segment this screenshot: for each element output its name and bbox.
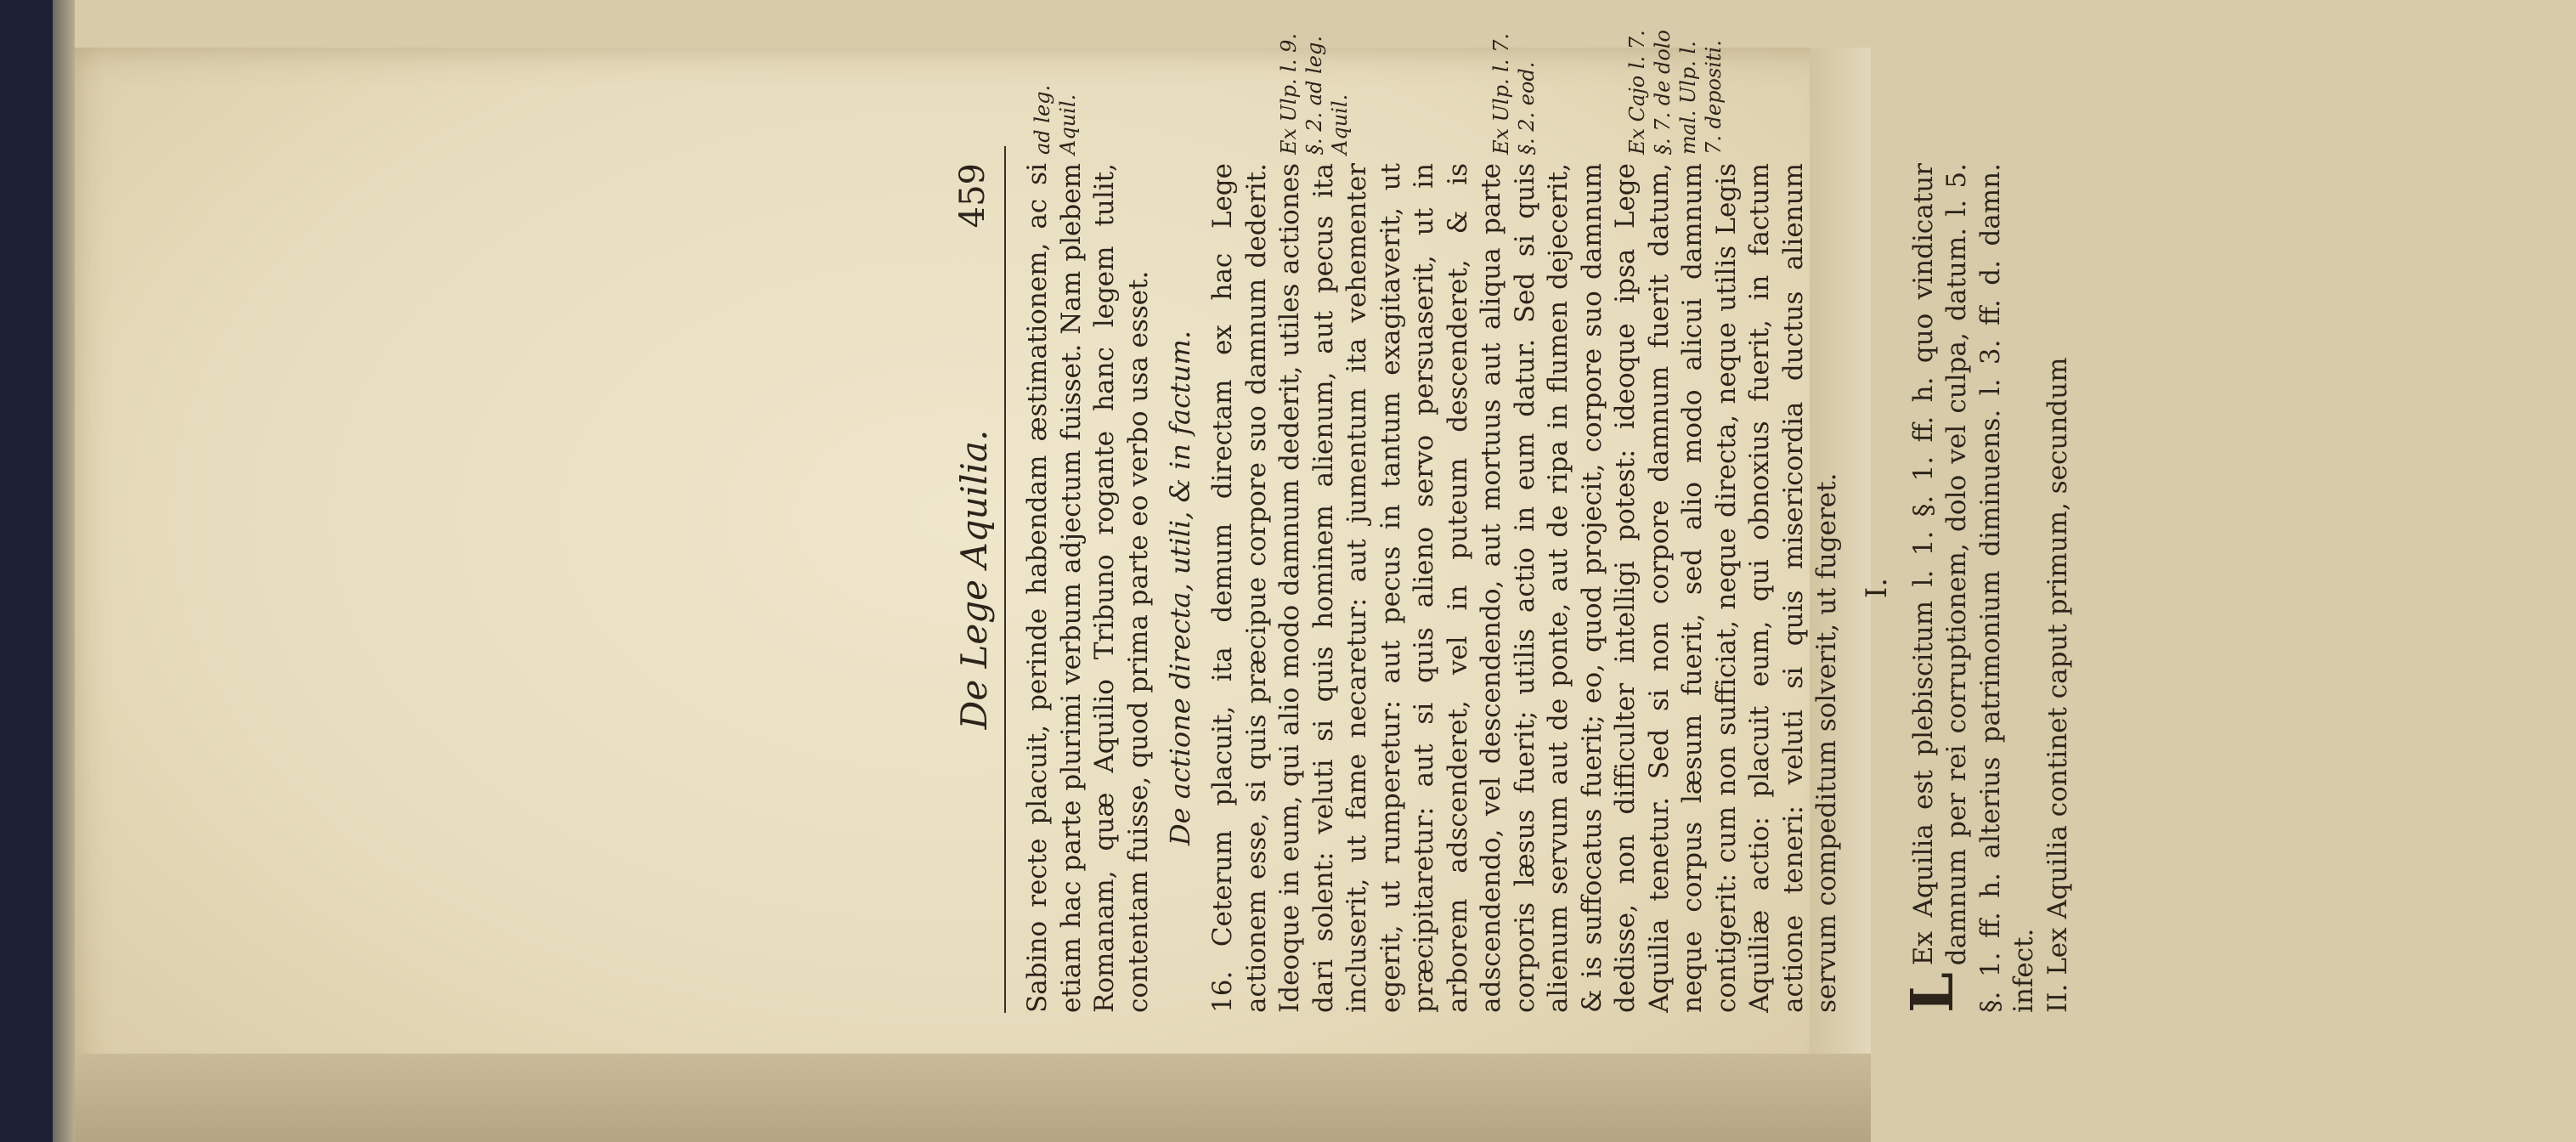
paragraph-1: Sabino recte placuit, perinde habendam æstimationem, ac si etiam hac parte plurimi verbum adjectum fuisset. Nam plebem Romanam, quæ Aquilio Tribuno rogante hanc legem tulit, contentam fuisse, quod prima parte eo verbo usa esset. — [1022, 163, 1154, 1013]
margin-note-2: Ex Ulp. l. 9. §. 2. ad leg. Aquil. — [1277, 32, 1352, 155]
paragraph-section-1-text: Ex Aquilia est plebiscitum l. 1. §. 1. ff. h. quo vindicatur damnum per rei corruptionem, dolo vel culpa, datum. l. 5. §. 1. ff. h. alterius patrimonium diminuens. l. 3. ff. d. damn. infect. — [1907, 163, 2039, 1013]
margin-note-1: ad leg. Aquil. — [1031, 84, 1080, 155]
margin-note-3: Ex Ulp. l. 7. §. 2. eod. — [1489, 32, 1539, 155]
spine-edge-shadow — [53, 0, 75, 1142]
page-number: 459 — [953, 163, 992, 229]
running-head — [953, 146, 1006, 1013]
paragraph-16: 16. Ceterum placuit, ita demum directam ex hac Lege actionem esse, si quis præcipue corpore suo damnum dederit. Ideoque in eum, qui alio modo damnum dederit, utiles actiones dari solent: veluti si quis hominem alienum, aut pecus ita incluserit, ut fame necaretur: aut jumentum ita vehementer egerit, ut rumperetur: aut pecus in tantum exagitaverit, ut præcipitaretur: aut si quis alieno servo persuaserit, ut in arborem adscenderet, vel in puteum descenderet, & is adscendendo, vel descendendo, aut mortuus aut aliqua parte corporis læsus fuerit; utilis actio in eum datur. Sed si quis alienum servum aut de ponte, aut de ripa in flumen dejecerit, & is suffocatus fuerit; eo, quod projecit, corpore suo damnum dedisse, non difficulter intelligi potest: ideoque ipsa Lege Aquilia tenetur. Sed si non corpore damnum fuerit datum, neque corpus læsum fuerit, sed alio modo alicui damnum contigerit: cum non sufficiat, neque directa, neque utilis Legis Aquiliæ actio: placuit eum, qui obnoxius fuerit, in factum actione teneri: veluti si quis misericordia ductus alienum servum compeditum solverit, ut fugeret. — [1207, 163, 1842, 1013]
paragraph-section-1 — [1898, 163, 2042, 1013]
section-numeral: I. — [1859, 577, 1894, 599]
book-spine — [0, 0, 53, 1142]
running-head-title: De Lege Aquilia. — [953, 429, 995, 730]
subheading: De actione directa, utili, & in factum. — [1164, 331, 1196, 846]
paragraph-section-2: II. Lex Aquilia continet caput primum, secundum — [2042, 357, 2073, 1013]
page-text-block — [877, 30, 2576, 1081]
margin-note-4: Ex Cajo l. 7. §. 7. de dolo mal. Ulp. l. 7. depositi. — [1625, 30, 1726, 155]
drop-cap: L — [1898, 972, 1967, 1013]
main-text — [1021, 163, 2075, 1013]
